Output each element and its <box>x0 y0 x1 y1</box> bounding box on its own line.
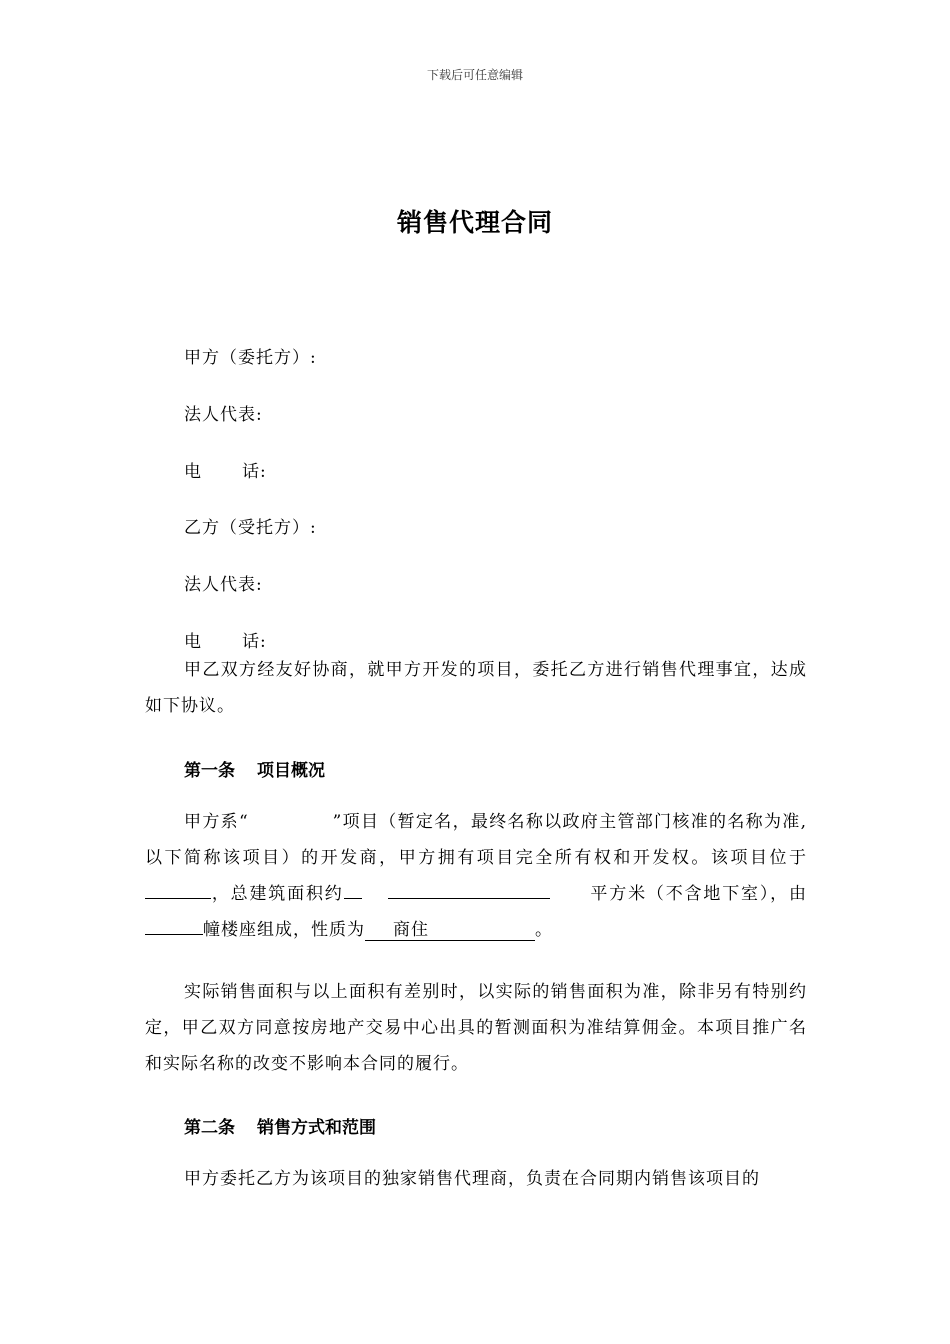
text-segment: 平方米（不含地下室），由 <box>589 884 808 904</box>
article-1-heading <box>184 756 325 781</box>
building-count-blank <box>145 919 203 935</box>
intro-paragraph: 甲乙双方经友好协商，就甲方开发的项目，委托乙方进行销售代理事宜，达成如下协议。 <box>145 660 807 716</box>
article-2-paragraph-1: 甲方委托乙方为该项目的独家销售代理商，负责在合同期内销售该项目的 <box>184 1169 760 1189</box>
location-blank <box>145 883 211 899</box>
article-1-paragraph-2: 实际销售面积与以上面积有差别时，以实际的销售面积为准，除非另有特别约定，甲乙双方同意按房地产交易中心出具的暂测面积为准结算佣金。本项目推广名和实际名称的改变不影响本合同的履行。 <box>145 982 807 1074</box>
phone-char-1: 电 <box>184 632 202 652</box>
area-blank-2 <box>388 883 550 899</box>
party-a-phone-label <box>184 457 267 482</box>
contract-title: 销售代理合同 <box>396 208 553 237</box>
area-blank-1 <box>344 883 362 899</box>
party-b-phone-label <box>184 627 267 652</box>
article-number: 第二条 <box>184 1118 235 1138</box>
article-2-heading <box>184 1113 376 1138</box>
nature-text: 商住 <box>393 920 429 940</box>
text-segment: ，总建筑面积约 <box>211 884 344 904</box>
phone-char-1: 电 <box>184 462 202 482</box>
nature-value <box>365 920 535 941</box>
phone-char-2: 话: <box>242 632 267 652</box>
party-b-rep-label: 法人代表: <box>184 575 263 595</box>
phone-char-2: 话: <box>242 462 267 482</box>
article-title: 项目概况 <box>257 761 325 781</box>
article-1-paragraph-1 <box>145 804 807 948</box>
party-a-rep-label: 法人代表: <box>184 405 263 425</box>
article-title: 销售方式和范围 <box>257 1118 376 1138</box>
party-b-label: 乙方（受托方）: <box>184 518 317 538</box>
text-segment: 甲方系“ <box>184 812 249 832</box>
text-segment: 。 <box>535 920 553 940</box>
text-segment: 幢楼座组成，性质为 <box>203 920 365 940</box>
party-a-label: 甲方（委托方）: <box>184 348 317 368</box>
article-number: 第一条 <box>184 761 235 781</box>
text-segment: ”项目（暂定名，最终名称以政府主管部门核准的名称为准, 以下简称该项目）的开发商，甲方拥有项目完全所有权和开发权。该项目位于 <box>145 812 808 868</box>
page-header-note: 下载后可任意编辑 <box>426 68 523 82</box>
